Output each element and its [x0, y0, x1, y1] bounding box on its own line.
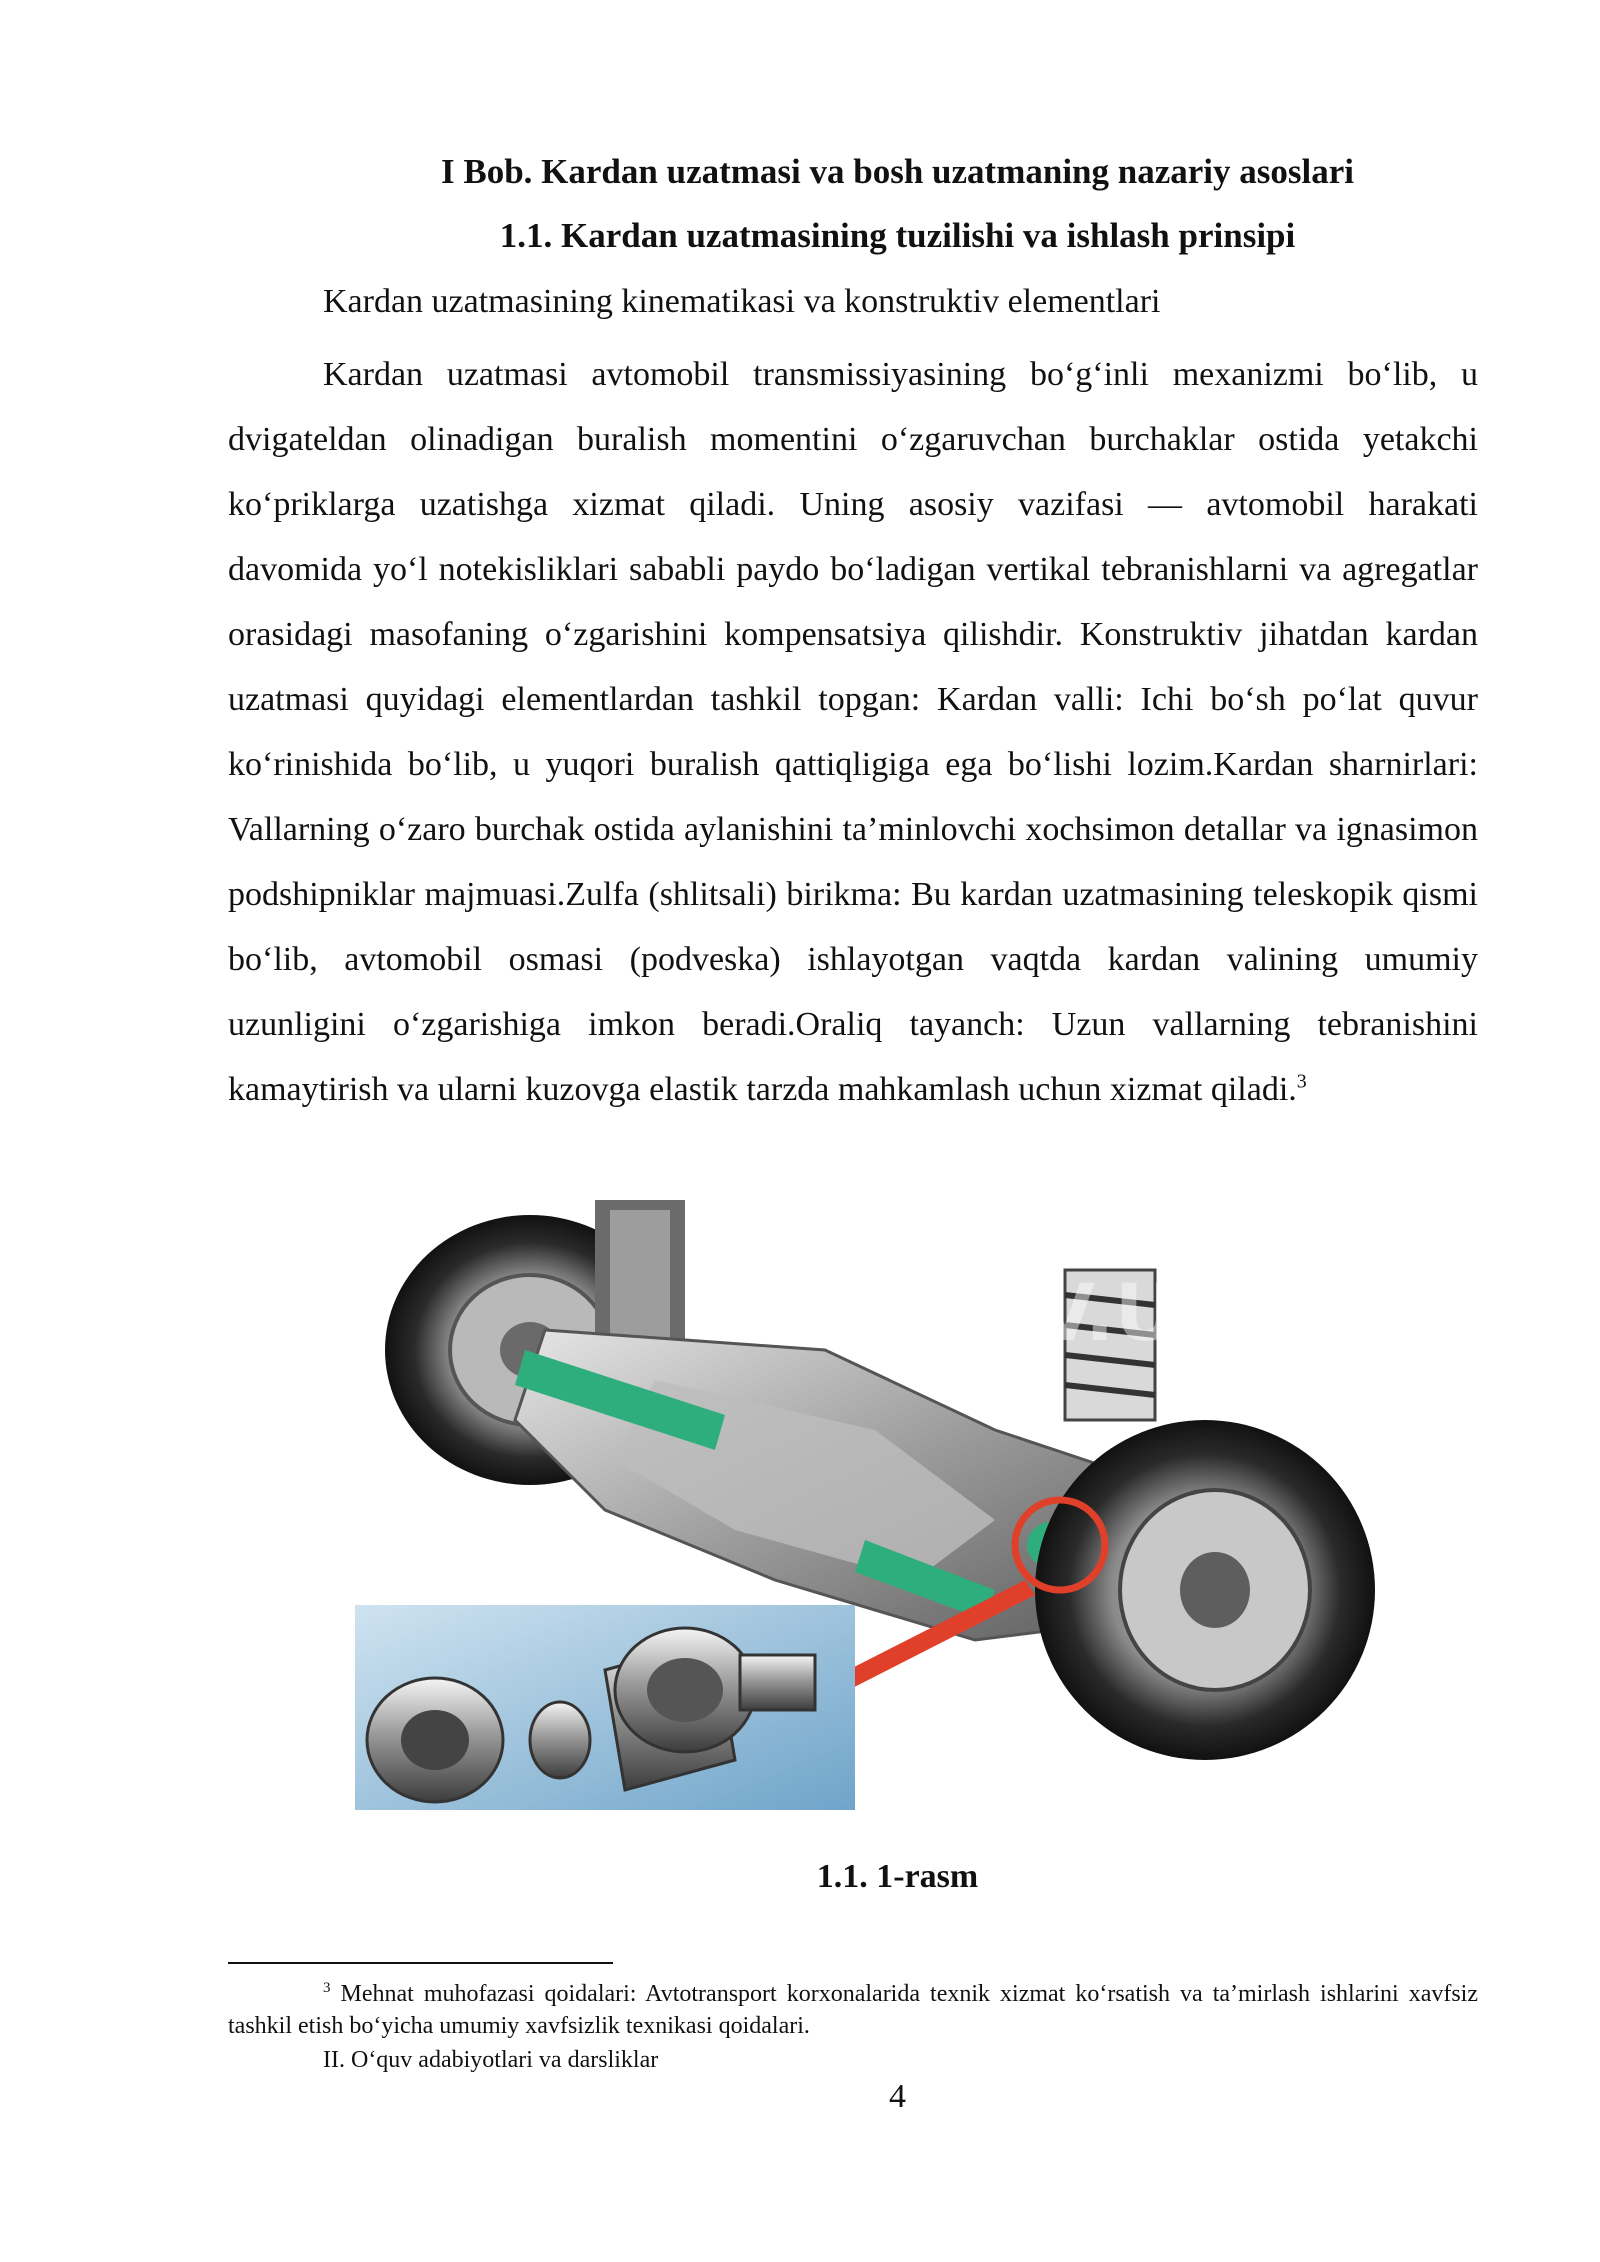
watermark-text: ARXIV.UZ: [825, 1269, 1235, 1359]
subheading: Kardan uzatmasining kinematikasi va konstruktiv elementlari: [323, 283, 1161, 320]
body-paragraph: [228, 342, 1478, 1122]
figure-drivetrain-image: [355, 1200, 1395, 1830]
footnote-reference: 3: [1296, 1070, 1307, 1093]
footnote-mark: 3: [323, 1980, 331, 1996]
footnote-text: Mehnat muhofazasi qoidalari: Avtotransport korxonalarida texnik xizmat ko‘rsatish va ta’mirlash ishlarini xavfsiz tashkil etish bo‘yicha umumiy xavfsizlik texnikasi qoidalari.: [228, 1981, 1478, 2039]
paragraph-text: Kardan uzatmasi avtomobil transmissiyasining bo‘g‘inli mexanizmi bo‘lib, u dvigateldan olinadigan buralish momentini o‘zgaruvchan burchaklar ostida yetakchi ko‘priklarga uzatishga xizmat qiladi. Uning asosiy vazifasi — avtomobil harakati davomida yo‘l notekisliklari sababli paydo bo‘ladigan vertikal tebranishlarni va agregatlar orasidagi masofaning o‘zgarishini kompensatsiya qilishdir. Konstruktiv jihatdan kardan uzatmasi quyidagi elementlardan tashkil topgan: Kardan valli: Ichi bo‘sh po‘lat quvur ko‘rinishida bo‘lib, u yuqori buralish qattiqligiga ega bo‘lishi lozim.Kardan sharnirlari: Vallarning o‘zaro burchak ostida aylanishini ta’minlovchi xochsimon detallar va ignasimon podshipniklar majmuasi.Zulfa (shlitsali) birikma: Bu kardan uzatmasining teleskopik qismi bo‘lib, avtomobil osmasi (podveska) ishlayotgan vaqtda kardan valining umumiy uzunligini o‘zgarishiga imkon beradi.Oraliq tayanch: Uzun vallarning tebranishini kamaytirish va ularni kuzovga elastik tarzda mahkamlash uchun xizmat qiladi.: [228, 356, 1478, 1108]
footnote-extra-line: II. O‘quv adabiyotlari va darsliklar: [323, 2047, 659, 2073]
chapter-title: I Bob. Kardan uzatmasi va bosh uzatmaning nazariy asoslari: [440, 152, 1355, 191]
figure-caption: 1.1. 1-rasm: [816, 1858, 979, 1895]
footnote-separator: [228, 1962, 613, 1964]
inset-joint-photo: [355, 1605, 855, 1810]
page-number: 4: [889, 2078, 906, 2115]
section-title: 1.1. Kardan uzatmasining tuzilishi va ishlash prinsipi: [499, 216, 1296, 255]
wheel-right-icon: [1035, 1420, 1375, 1760]
footnote: [228, 1978, 1478, 2042]
